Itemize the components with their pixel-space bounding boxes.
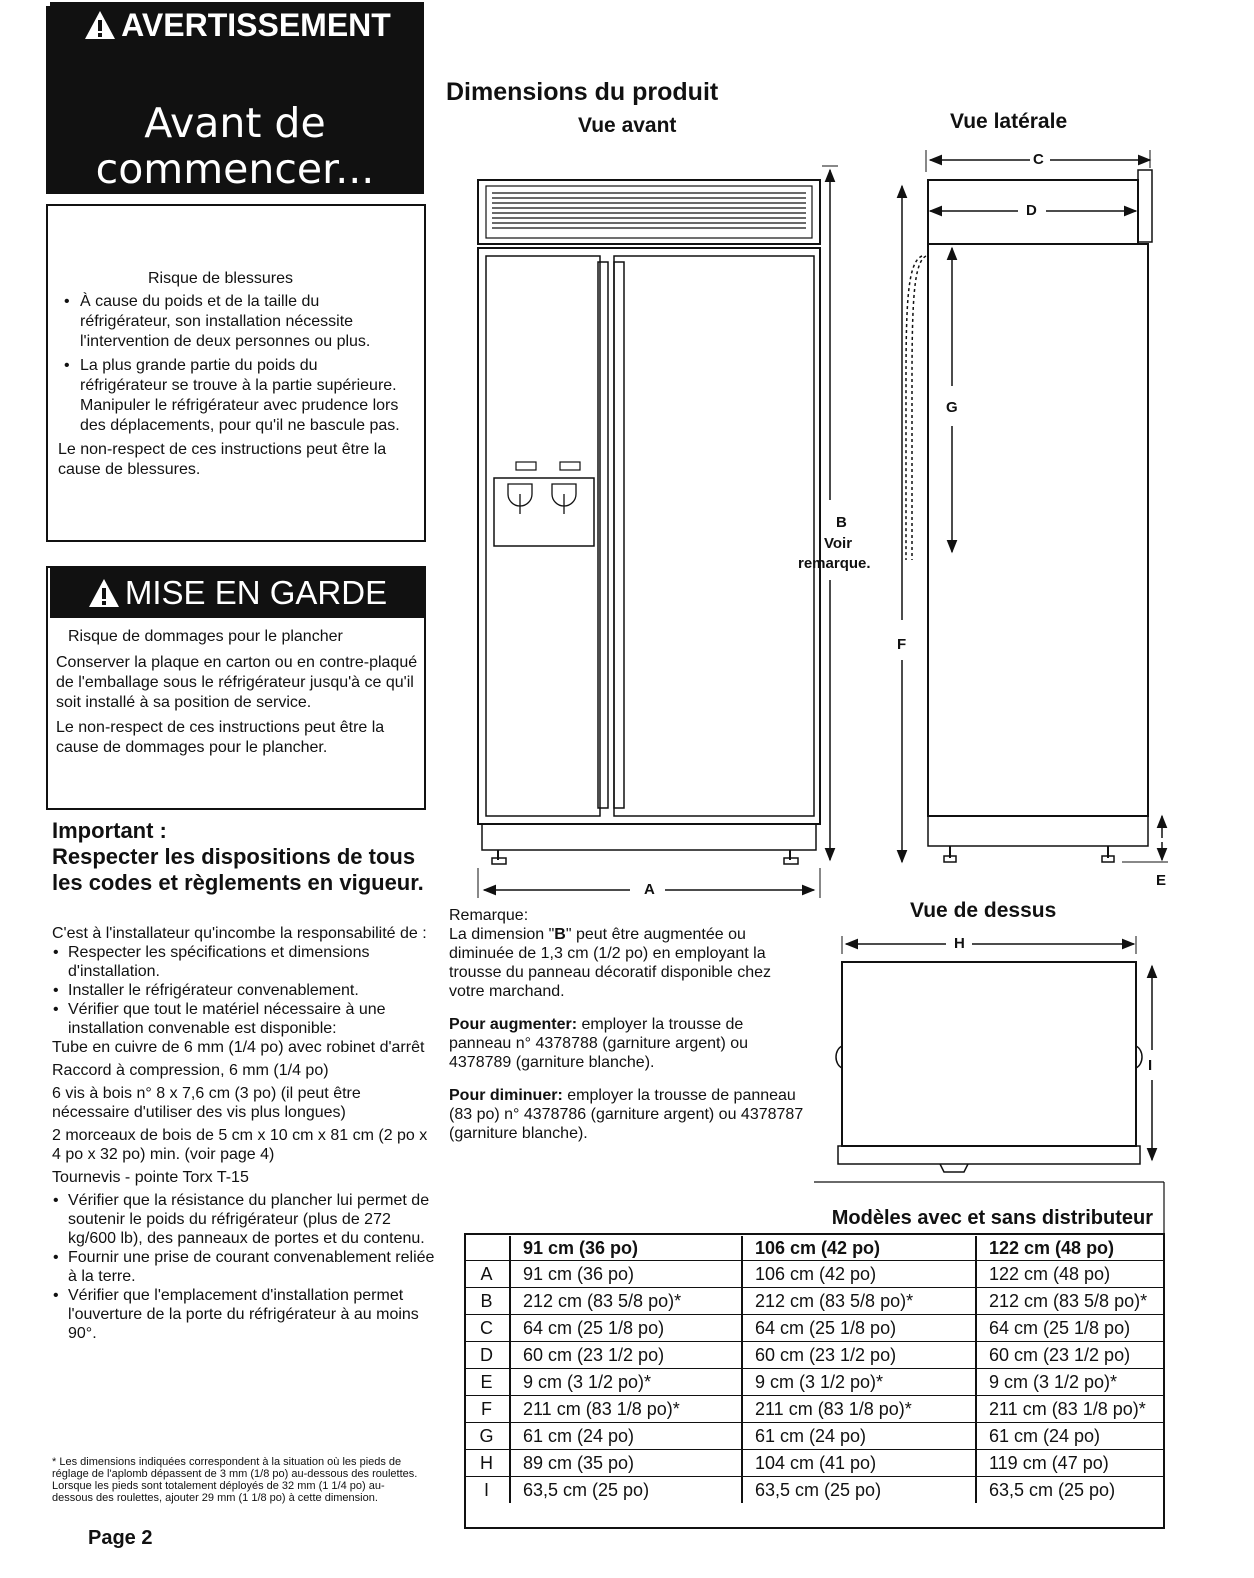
important-item: • Vérifier que la résistance du plancher lui permet de soutenir le poids du réfrigérateur (plus de 272 kg/600 lb), des panneaux de portes et du contenu. — [52, 1191, 437, 1248]
table-cell: 122 cm (48 po) — [976, 1261, 1165, 1288]
important-item: • Respecter les spécifications et dimensions d'installation. — [52, 943, 437, 981]
dim-label-e: E — [1156, 872, 1167, 889]
table-cell: 119 cm (47 po) — [976, 1450, 1165, 1477]
table-row — [464, 1450, 1165, 1477]
title-line-2: commencer... — [95, 145, 375, 193]
remark-label: Remarque: — [449, 907, 529, 924]
dim-label-i: I — [1148, 1057, 1153, 1074]
increase-text: employer la trousse de panneau n° 4378788 (garniture argent) ou 4378789 (garniture blanche). — [449, 1016, 749, 1071]
decrease-text: employer la trousse de panneau (83 po) n° 4378786 (garniture argent) ou 4378787 (garniture blanche). — [449, 1087, 804, 1142]
caution-consequence: Le non-respect de ces instructions peut être la cause de dommages pour le plancher. — [56, 719, 385, 756]
warning-bullet: • À cause du poids et de la taille du réfrigérateur, son installation nécessite l'intervention de deux personnes ou plus. — [58, 292, 408, 352]
caution-subtitle: Risque de dommages pour le plancher — [68, 628, 343, 645]
increase-note — [449, 1015, 809, 1072]
table-header — [464, 1236, 510, 1261]
important-item: • Vérifier que l'emplacement d'installation permet l'ouverture de la porte du réfrigérateur à au moins 90°. — [52, 1286, 437, 1343]
warning-consequence: Le non-respect de ces instructions peut être la cause de blessures. — [58, 441, 387, 478]
table-cell: B — [464, 1288, 510, 1315]
table-cell: 212 cm (83 5/8 po)* — [510, 1288, 742, 1315]
table-row — [464, 1369, 1165, 1396]
table-cell: 61 cm (24 po) — [742, 1423, 976, 1450]
table-cell: 60 cm (23 1/2 po) — [976, 1342, 1165, 1369]
table-cell: 9 cm (3 1/2 po)* — [510, 1369, 742, 1396]
table-cell: A — [464, 1261, 510, 1288]
dimensions-table — [464, 1236, 1165, 1503]
table-cell: 89 cm (35 po) — [510, 1450, 742, 1477]
top-view-drawing — [836, 936, 1152, 1172]
important-item: • Installer le réfrigérateur convenablement. — [52, 981, 437, 1000]
decrease-note — [449, 1086, 809, 1143]
important-title: Respecter les dispositions de tous les codes et règlements en vigueur. — [52, 844, 424, 895]
table-header-row — [464, 1236, 1165, 1261]
important-item: • Vérifier que tout le matériel nécessaire à une installation convenable est disponible: — [52, 1000, 437, 1038]
dim-label-b: B — [836, 514, 847, 531]
dim-label-a: A — [644, 881, 655, 898]
table-header: 91 cm (36 po) — [510, 1236, 742, 1261]
b-note-line-2: remarque. — [798, 555, 871, 572]
table-cell: 106 cm (42 po) — [742, 1261, 976, 1288]
remark-notes — [449, 906, 809, 1157]
dimensions-title: Dimensions du produit — [446, 78, 719, 106]
remark-text-b: B — [554, 926, 566, 943]
table-cell: I — [464, 1477, 510, 1504]
table-row — [464, 1396, 1165, 1423]
table-row — [464, 1288, 1165, 1315]
table-cell: 61 cm (24 po) — [510, 1423, 742, 1450]
table-cell: 64 cm (25 1/8 po) — [976, 1315, 1165, 1342]
table-header: 122 cm (48 po) — [976, 1236, 1165, 1261]
top-view-label: Vue de dessus — [910, 899, 1057, 922]
footnote: * Les dimensions indiquées correspondent à la situation où les pieds de réglage de l'aplomb dépassent de 3 mm (1/8 po) au-dessous des roulettes. Lorsque les pieds sont totalement déployés de 32 mm (1 1/4 po) au-dessous des roulettes, ajouter 29 mm (1 1/8 po) à cette dimension. — [52, 1456, 418, 1504]
front-view-label: Vue avant — [578, 114, 677, 137]
table-cell: 9 cm (3 1/2 po)* — [976, 1369, 1165, 1396]
dim-label-d: D — [1026, 202, 1037, 219]
tool-item: Tournevis - pointe Torx T-15 — [52, 1169, 249, 1186]
decrease-label: Pour diminuer: — [449, 1087, 563, 1104]
table-row — [464, 1315, 1165, 1342]
important-item: • Fournir une prise de courant convenablement reliée à la terre. — [52, 1248, 437, 1286]
table-cell: F — [464, 1396, 510, 1423]
b-note-line-1: Voir — [824, 535, 853, 552]
table-cell: 211 cm (83 1/8 po)* — [510, 1396, 742, 1423]
dim-label-g: G — [946, 399, 958, 416]
tool-item: Raccord à compression, 6 mm (1/4 po) — [52, 1062, 329, 1079]
table-cell: H — [464, 1450, 510, 1477]
table-row — [464, 1261, 1165, 1288]
caution-text: Conserver la plaque en carton ou en contre-plaqué de l'emballage sous le réfrigérateur jusqu'à ce qu'il soit installé à sa position de service. — [56, 654, 418, 711]
side-view-drawing — [902, 150, 1168, 862]
table-row — [464, 1342, 1165, 1369]
table-cell: 211 cm (83 1/8 po)* — [976, 1396, 1165, 1423]
dim-label-f: F — [897, 636, 907, 653]
table-cell: 104 cm (41 po) — [742, 1450, 976, 1477]
table-title: Modèles avec et sans distributeur — [831, 1207, 1153, 1229]
table-cell: C — [464, 1315, 510, 1342]
page-number: Page 2 — [88, 1527, 153, 1549]
table-cell: 60 cm (23 1/2 po) — [742, 1342, 976, 1369]
caution-heading-text: MISE EN GARDE — [124, 574, 388, 611]
table-header: 106 cm (42 po) — [742, 1236, 976, 1261]
table-cell: 211 cm (83 1/8 po)* — [742, 1396, 976, 1423]
important-label: Important : — [52, 818, 167, 843]
table-cell: 212 cm (83 5/8 po)* — [742, 1288, 976, 1315]
table-cell: 64 cm (25 1/8 po) — [742, 1315, 976, 1342]
warning-subtitle: Risque de blessures — [148, 270, 293, 287]
table-cell: G — [464, 1423, 510, 1450]
important-intro: C'est à l'installateur qu'incombe la responsabilité de : — [52, 925, 427, 942]
table-cell: 91 cm (36 po) — [510, 1261, 742, 1288]
dim-label-h: H — [954, 935, 965, 952]
table-row — [464, 1423, 1165, 1450]
table-cell: 63,5 cm (25 po) — [510, 1477, 742, 1504]
table-row — [464, 1477, 1165, 1504]
table-cell: 9 cm (3 1/2 po)* — [742, 1369, 976, 1396]
tool-item: 2 morceaux de bois de 5 cm x 10 cm x 81 cm (2 po x 4 po x 32 po) min. (voir page 4) — [52, 1127, 428, 1163]
table-cell: 61 cm (24 po) — [976, 1423, 1165, 1450]
table-cell: E — [464, 1369, 510, 1396]
remark-text-pre: La dimension " — [449, 926, 555, 943]
side-view-label: Vue latérale — [950, 110, 1068, 133]
table-cell: D — [464, 1342, 510, 1369]
table-cell: 63,5 cm (25 po) — [742, 1477, 976, 1504]
remark — [449, 906, 809, 1001]
increase-label: Pour augmenter: — [449, 1016, 578, 1033]
dim-label-c: C — [1033, 151, 1044, 168]
tool-item: Tube en cuivre de 6 mm (1/4 po) avec robinet d'arrêt — [52, 1039, 425, 1056]
title-line-1: Avant de — [144, 99, 326, 147]
table-cell: 63,5 cm (25 po) — [976, 1477, 1165, 1504]
remark-text-post: " peut être augmentée ou diminuée de 1,3 cm (1/2 po) en employant la trousse du panneau décoratif disponible chez votre marchand. — [449, 926, 771, 1000]
table-cell: 60 cm (23 1/2 po) — [510, 1342, 742, 1369]
warning-heading-text: AVERTISSEMENT — [121, 7, 391, 43]
front-view-drawing — [478, 166, 838, 898]
table-cell: 64 cm (25 1/8 po) — [510, 1315, 742, 1342]
warning-bullet: • La plus grande partie du poids du réfrigérateur se trouve à la partie supérieure. Manipuler le réfrigérateur avec prudence lors des déplacements, pour qu'il ne bascule pas. — [58, 356, 408, 436]
tool-item: 6 vis à bois n° 8 x 7,6 cm (3 po) (il peut être nécessaire d'utiliser des vis plus longues) — [52, 1085, 361, 1121]
table-cell: 212 cm (83 5/8 po)* — [976, 1288, 1165, 1315]
